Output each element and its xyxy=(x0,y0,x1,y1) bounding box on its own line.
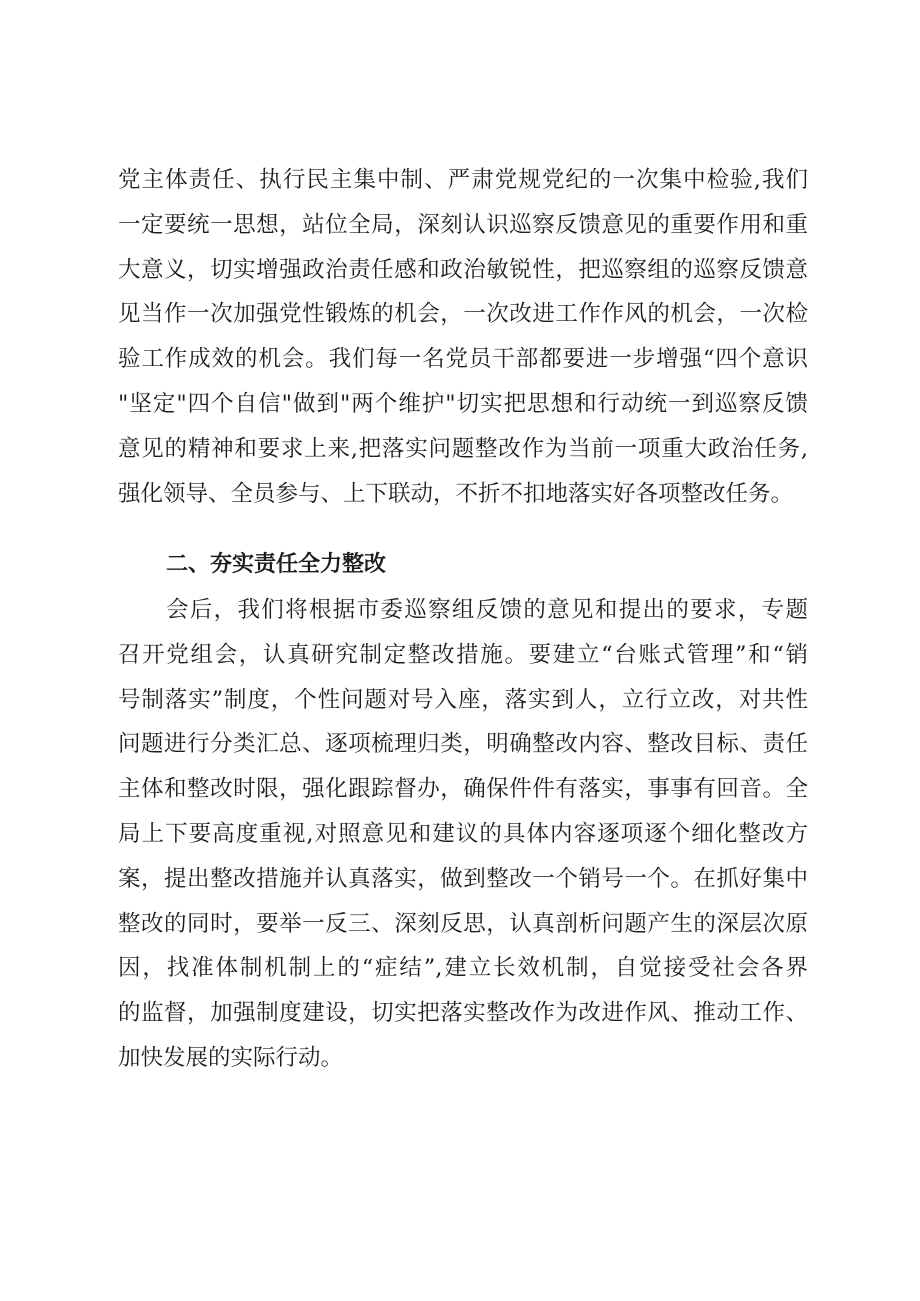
paragraph-line: 意见的精神和要求上来,把落实问题整改作为当前一项重大政治任务, xyxy=(118,435,808,462)
paragraph-line: 大意义，切实增强政治责任感和政治敏锐性，把巡察组的巡察反馈意 xyxy=(118,256,808,283)
paragraph-line: 会后，我们将根据市委巡察组反馈的意见和提出的要求，专题 xyxy=(166,597,808,623)
section-heading: 二、夯实责任全力整改 xyxy=(166,552,387,577)
paragraph-1 xyxy=(118,158,808,516)
paragraph-line: 局上下要高度重视,对照意见和建议的具体内容逐项逐个细化整改方 xyxy=(118,820,808,847)
paragraph-2 xyxy=(118,588,808,1081)
paragraph-line: 见当作一次加强党性锻炼的机会，一次改进工作作风的机会，一次检 xyxy=(118,301,808,328)
paragraph-line: 问题进行分类汇总、逐项梳理归类，明确整改内容、整改目标、责任 xyxy=(118,731,808,758)
paragraph-line: 主体和整改时限，强化跟踪督办，确保件件有落实，事事有回音。全 xyxy=(118,776,808,803)
paragraph-line: 号制落实”制度，个性问题对号入座，落实到人，立行立改，对共性 xyxy=(118,686,808,713)
paragraph-line: 党主体责任、执行民主集中制、严肃党规党纪的一次集中检验,我们 xyxy=(118,167,808,193)
paragraph-line: 加快发展的实际行动。 xyxy=(118,1044,344,1071)
paragraph-line: "坚定"四个自信"做到"两个维护"切实把思想和行动统一到巡察反馈 xyxy=(118,390,808,417)
paragraph-line: 整改的同时，要举一反三、深刻反思，认真剖析问题产生的深层次原 xyxy=(118,910,808,937)
paragraph-line: 案，提出整改措施并认真落实，做到整改一个销号一个。在抓好集中 xyxy=(118,865,808,892)
paragraph-line: 召开党组会，认真研究制定整改措施。要建立“台账式管理”和“销 xyxy=(118,641,808,668)
paragraph-line: 强化领导、全员参与、上下联动，不折不扣地落实好各项整改任务。 xyxy=(118,480,794,507)
paragraph-line: 因，找准体制机制上的“症结”,建立长效机制，自觉接受社会各界 xyxy=(118,955,808,982)
paragraph-line: 验工作成效的机会。我们每一名党员干部都要进一步增强“四个意识 xyxy=(118,346,808,373)
paragraph-line: 一定要统一思想，站位全局，深刻认识巡察反馈意见的重要作用和重 xyxy=(118,211,808,238)
paragraph-line: 的监督，加强制度建设，切实把落实整改作为改进作风、推动工作、 xyxy=(118,1000,808,1027)
